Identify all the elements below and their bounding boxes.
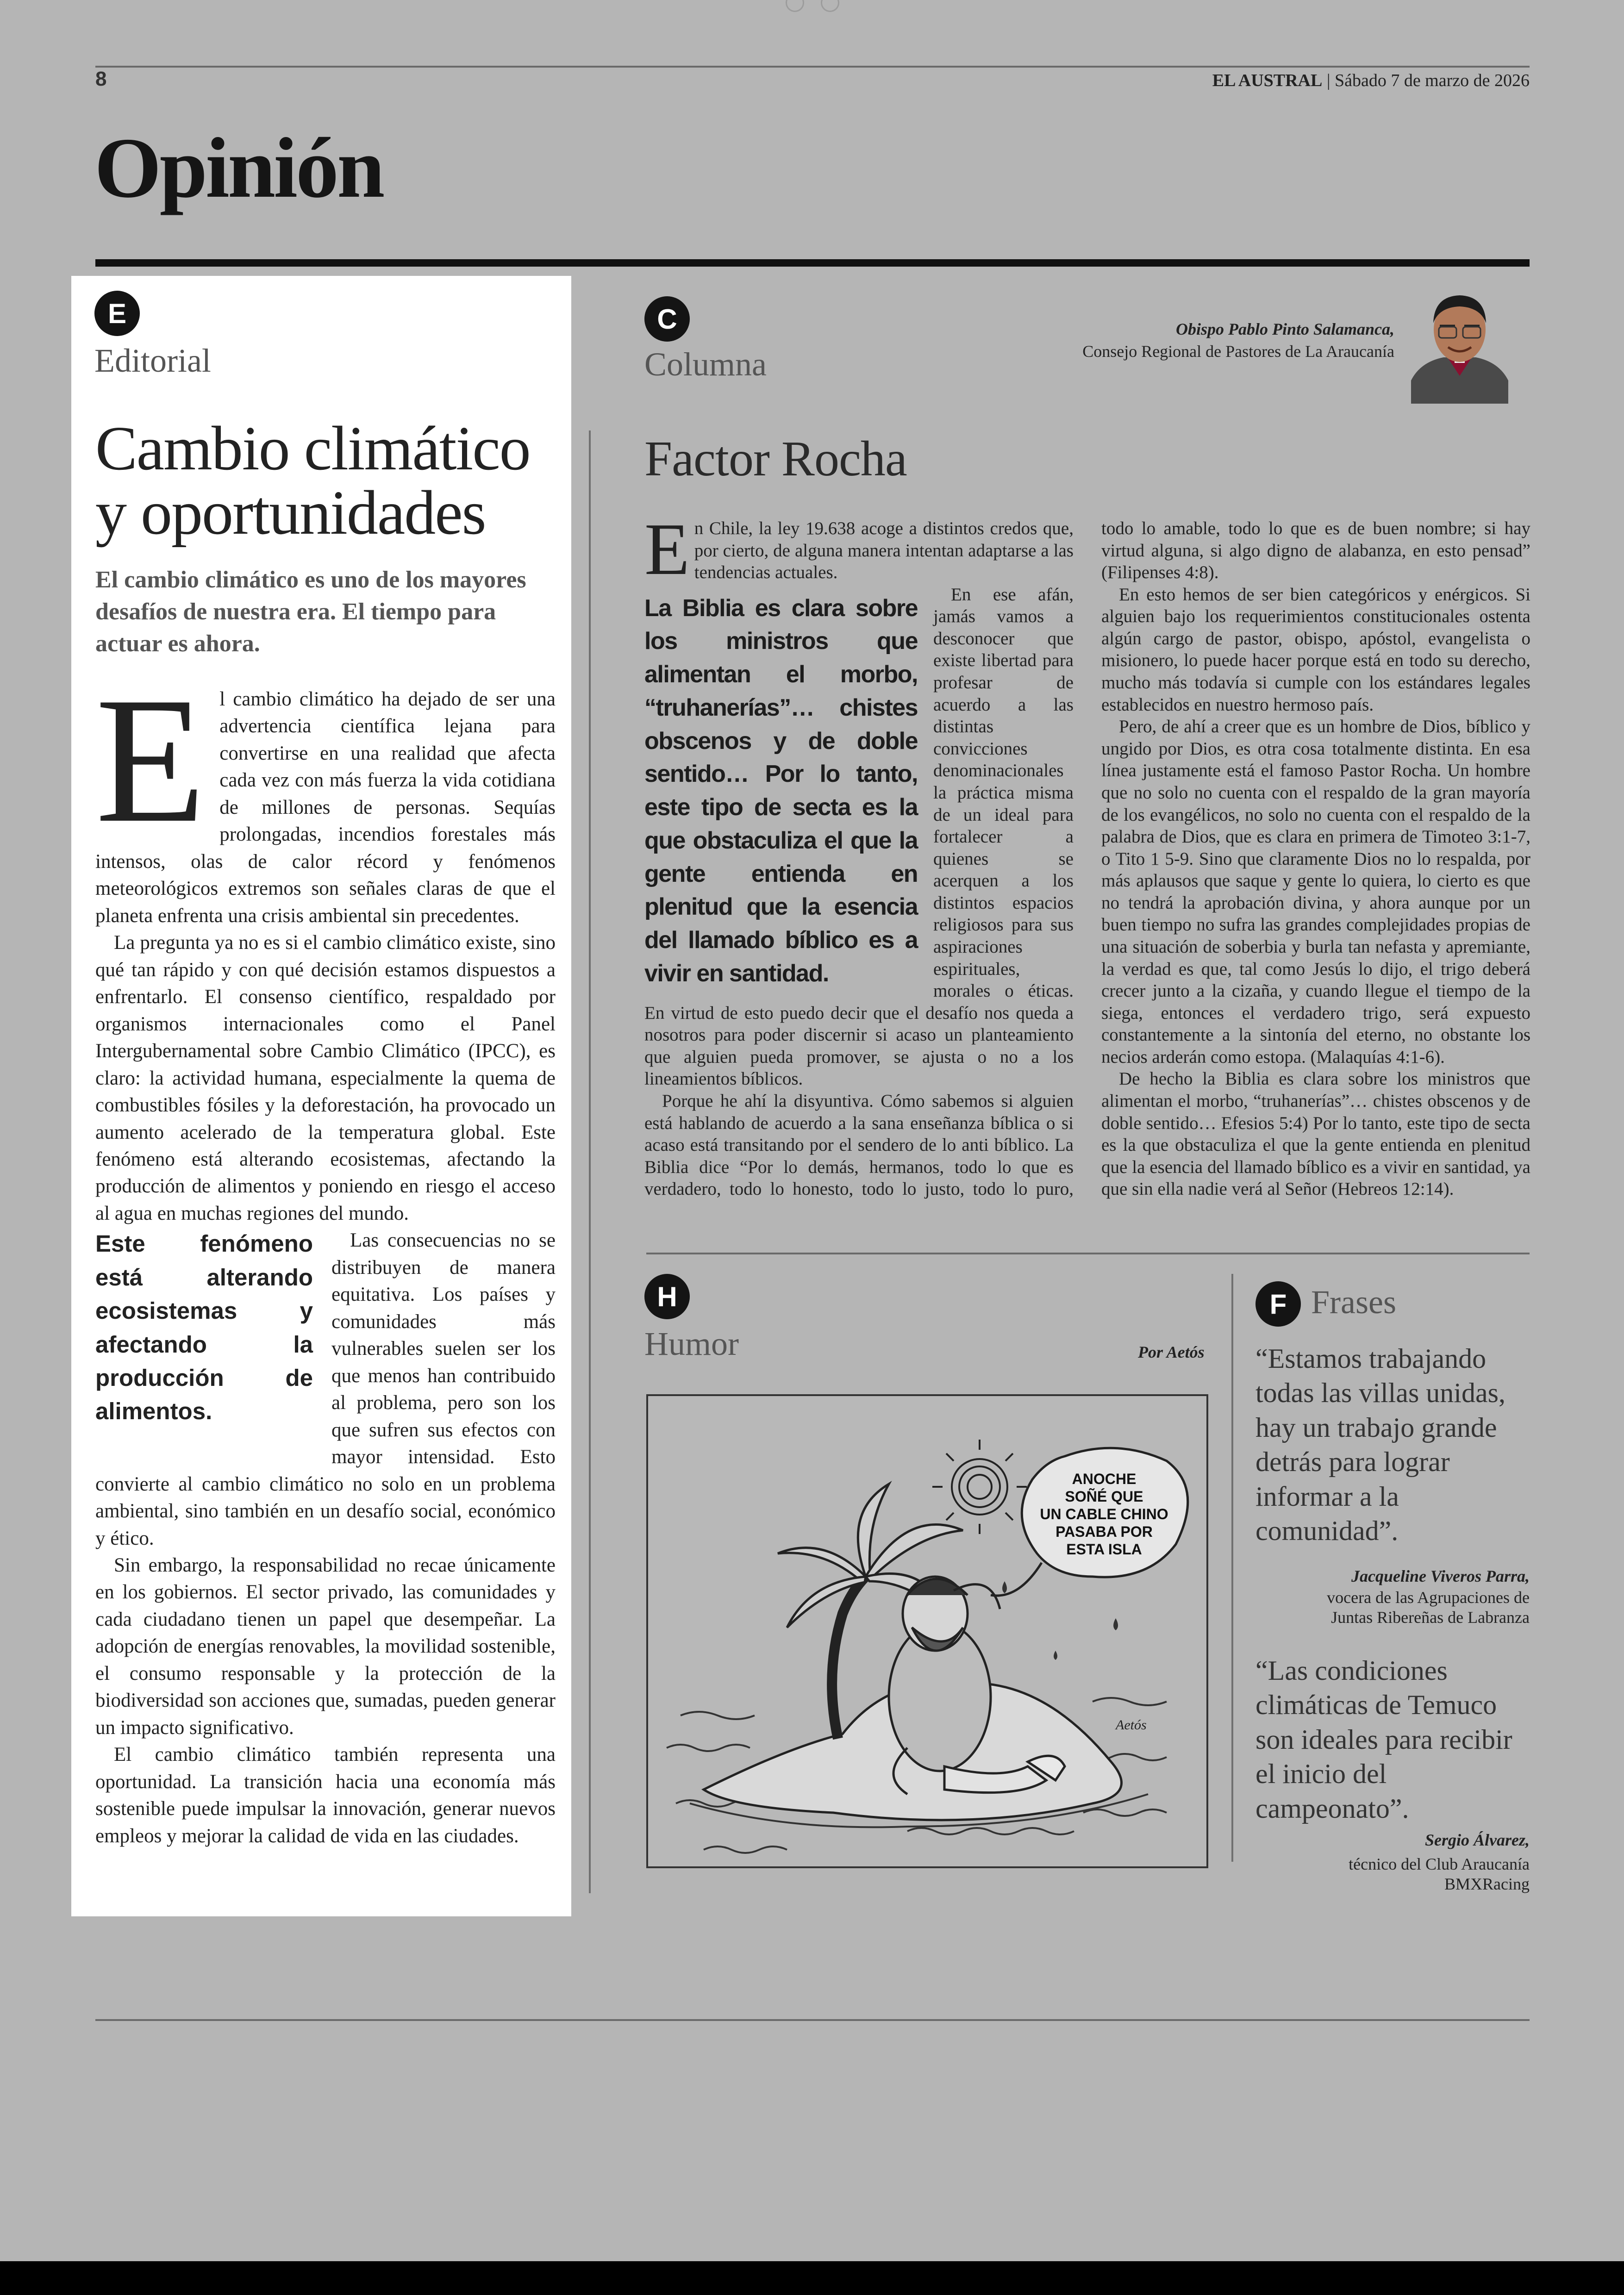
frases-divider <box>1231 1274 1233 1862</box>
drop-cap: E <box>95 660 206 860</box>
page-indicator-dot[interactable] <box>786 0 804 12</box>
drop-cap: E <box>644 508 690 590</box>
humor-byline: Por Aetós <box>1138 1343 1205 1361</box>
column-badge: C <box>644 296 690 342</box>
bottom-bar <box>0 2261 1624 2295</box>
bubble-text: PASABA POR <box>1056 1523 1153 1540</box>
editorial-deck: El cambio climático es uno de los mayores desafíos de nuestra era. El tiempo para actuar es ahora. <box>95 567 526 657</box>
masthead-date: Sábado 7 de marzo de 2026 <box>1334 71 1530 90</box>
column-bottom-rule <box>646 1253 1530 1254</box>
humor-label: Humor <box>644 1325 739 1362</box>
paragraph: Las consecuencias no se distribuyen de manera equitativa. Los países y comunidades más vulnerables suelen ser los que menos han contribuido al problema, pero son los que sufren sus efectos con mayor intensidad. Esto convierte al cambio climático no solo en un problema ambiental, sino también en un desafío social, económico y ético. <box>95 1229 556 1549</box>
top-rule <box>95 66 1530 68</box>
cartoon-signature: Aetós <box>1116 1717 1147 1733</box>
bubble-text: UN CABLE CHINO <box>1040 1506 1168 1522</box>
paragraph: El cambio climático también representa una oportunidad. La transición hacia una economía más sostenible puede impulsar la innovación, generar nuevos empleos y mejorar la calidad de vida en las ciudades. <box>95 1744 556 1847</box>
masthead: EL AUSTRAL | Sábado 7 de marzo de 2026 <box>1212 71 1530 90</box>
paragraph: Porque he ahí la disyuntiva. Cómo sabemos si alguien está hablando de acuerdo a la sana enseñanza bíblica o si acaso está transitando por el sendero de lo anti bíblico. La Biblia dice “Por lo demás, hermanos, todo lo que es verdadero, todo lo honesto, todo lo justo, todo lo puro, todo lo amable, todo lo que es de buen nombre; si hay virtud alguna, si algo digno de alabanza, en esto pensad” (Filipenses 4:8). <box>644 518 1530 1199</box>
frases-label: Frases <box>1311 1284 1396 1321</box>
paragraph: En esto hemos de ser bien categóricos y enérgicos. Si alguien bajo los requerimientos constitucionales ostenta algún cargo de pastor, obispo, apóstol, evangelista o misionero, lo puede hacer porque está en todo su derecho, mucho más todavía si cumple con los estándares legales establecidos en nuestro hermoso país. <box>1101 584 1530 715</box>
page-number: 8 <box>95 68 107 90</box>
paragraph: De hecho la Biblia es clara sobre los ministros que alimentan el morbo, “truhanerías”… chistes obscenos y de doble sentido… Efesios 5:4) Por lo tanto, este tipo de secta es la que obstaculiza el que la gente entienda en plenitud que la esencia del llamado bíblico es a vivir en santidad, ya que sin ella nadie verá al Señor (Hebreos 12:14). <box>1101 1069 1530 1199</box>
headline-line: Cambio climático <box>95 414 530 483</box>
quote-2-role: técnico del Club Araucanía BMXRacing <box>1349 1855 1530 1894</box>
column-body <box>644 508 1530 1212</box>
bottom-rule <box>95 2019 1530 2021</box>
editorial-headline <box>95 414 558 548</box>
section-rule <box>95 259 1530 267</box>
page-indicator-dot[interactable] <box>821 0 839 12</box>
humor-cartoon <box>646 1394 1208 1868</box>
quote-2: “Las condiciones climáticas de Temuco son ideales para recibir el inicio del campeonato”. <box>1255 1655 1512 1824</box>
author-avatar <box>1411 283 1508 404</box>
cartoon-drawing <box>648 1396 1206 1866</box>
frases-badge: F <box>1255 1281 1301 1327</box>
paragraph: n Chile, la ley 19.638 acoge a distintos credos que, por cierto, de alguna manera intentan adaptarse a las tendencias actuales. <box>694 518 1074 583</box>
quote-1-author: Jacqueline Viveros Parra, <box>1351 1567 1530 1585</box>
column-author: Obispo Pablo Pinto Salamanca, <box>1175 320 1394 338</box>
paragraph: En ese afán, jamás vamos a desconocer que existe libertad para profesar de acuerdo a las distintas convicciones denominacionales la práctica misma de un ideal para fortalecer a quienes se acerquen a los distintos espacios religiosos para sus aspiraciones espirituales, morales o éticas. En virtud de esto puedo decir que el desafío nos queda a nosotros para poder discernir si acaso un planteamiento que alguien pueda promover, se ajusta o no a los lineamientos bíblicos. <box>644 584 1074 1089</box>
quote-1: “Estamos trabajando todas las villas unidas, hay un trabajo grande detrás para lograr informar a la comunidad”. <box>1255 1343 1505 1546</box>
column-pullquote: La Biblia es clara sobre los ministros que alimentan el morbo, “truhanerías”… chistes obscenos y de doble sentido… Por lo tanto, este tipo de secta es la que obstaculiza el que la gente entienda en plenitud que la esencia del llamado bíblico es a vivir en santidad. <box>644 594 918 987</box>
humor-badge: H <box>644 1274 690 1319</box>
editorial-pullquote: Este fenómeno está alterando ecosistemas y afectando la producción de alimentos. <box>95 1230 313 1425</box>
paragraph: Sin embargo, la responsabilidad no recae únicamente en los gobiernos. El sector privado, las comunidades y cada ciudadano tienen un papel que desempeñar. La adopción de energías renovables, la movilidad sostenible, el consumo responsable y la protección de la biodiversidad son acciones que, sumadas, pueden generar un impacto significativo. <box>95 1554 556 1739</box>
section-title: Opinión <box>94 120 383 216</box>
column-divider <box>589 430 591 1893</box>
quote-1-role: vocera de las Agrupaciones de Juntas Ribereñas de Labranza <box>1327 1588 1530 1627</box>
column-headline: Factor Rocha <box>644 431 907 486</box>
bubble-text: SOÑÉ QUE <box>1065 1488 1143 1505</box>
editorial-badge: E <box>94 291 140 336</box>
editorial-body <box>95 660 556 1850</box>
editorial-label: Editorial <box>94 342 211 379</box>
column-author-role: Consejo Regional de Pastores de La Araucanía <box>1082 342 1394 361</box>
masthead-name: EL AUSTRAL <box>1212 71 1323 90</box>
column-label: Columna <box>644 346 767 383</box>
quote-2-author: Sergio Álvarez, <box>1424 1831 1530 1849</box>
bubble-text: ESTA ISLA <box>1066 1541 1142 1558</box>
paragraph: La pregunta ya no es si el cambio climático existe, sino qué tan rápido y con qué decisión estamos dispuestos a enfrentarlo. El consenso científico, respaldado por organismos internacionales como el Panel Intergubernamental sobre Cambio Climático (IPCC), es claro: la actividad humana, especialmente la quema de combustibles fósiles y la deforestación, ha provocado un aumento acelerado de la temperatura global. Este fenómeno está alterando ecosistemas, afectando la producción de alimentos y poniendo en riesgo el acceso al agua en muchas regiones del mundo. <box>95 932 556 1224</box>
paragraph: Pero, de ahí a creer que es un hombre de Dios, bíblico y ungido por Dios, es otra cosa totalmente distinta. En esa línea justamente está el famoso Pastor Rocha. Un hombre que no solo no cuenta con el respaldo de la gran mayoría de los evangélicos, no solo no cuenta con el respaldo de la palabra de Dios, que es clara en primera de Timoteo 3:1-7, o Tito 1 5-9. Sino que claramente Dios no lo respalda, por más aplausos que saque y gente lo quiera, lo cierto es que no tendrá la aprobación divina, y ahora aunque por un buen tiempo no sufra las grandes complejidades propias de una situación de soberbia y burla tan nefasta y apremiante, la verdad es que, tal como Jesús lo dijo, el trigo deberá crecer junto a la cizaña, y cuando llegue el tiempo de la siega, entonces el verdadero trigo, será expuesto constantemente a la sintonía del eterno, no obstante los necios arderán como estopa. (Malaquías 4:1-6). <box>1101 717 1530 1067</box>
bubble-text: ANOCHE <box>1072 1471 1137 1487</box>
headline-line: y oportunidades <box>95 478 486 548</box>
paragraph: l cambio climático ha dejado de ser una advertencia científica lejana para convertirse en una realidad que afecta cada vez con más fuerza la vida cotidiana de millones de personas. Sequías prolongadas, incendios forestales más intensos, olas de calor récord y fenómenos meteorológicos extremos son señales claras de que el planeta enfrenta una crisis ambiental sin precedentes. <box>95 688 556 927</box>
